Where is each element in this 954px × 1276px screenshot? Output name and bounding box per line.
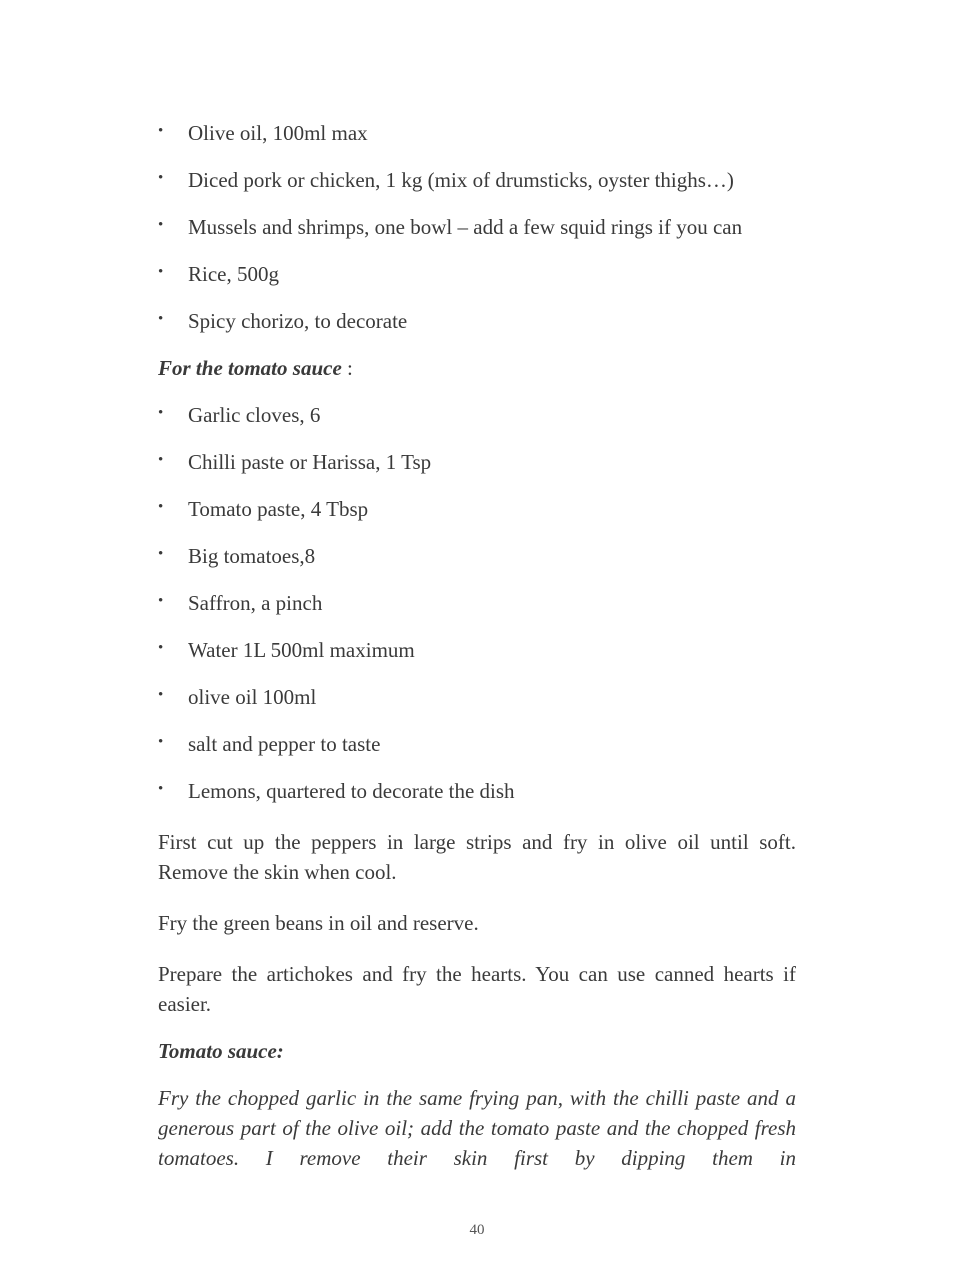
tomato-sauce-heading — [158, 1036, 796, 1066]
sauce-heading-label: For the tomato sauce — [158, 356, 342, 380]
list-item: • Big tomatoes,8 — [158, 541, 796, 571]
sauce-ingredients-heading — [158, 353, 796, 383]
instruction-paragraph: First cut up the peppers in large strips and fry in olive oil until soft. Remove the skin when cool. — [158, 830, 796, 884]
sauce-heading-suffix: : — [341, 356, 353, 380]
list-item: • Lemons, quartered to decorate the dish — [158, 776, 796, 806]
list-item: • olive oil 100ml — [158, 682, 796, 712]
page-content — [158, 118, 796, 1173]
list-item: • Spicy chorizo, to decorate — [158, 306, 796, 336]
list-item: • Water 1L 500ml maximum — [158, 635, 796, 665]
list-item: • Saffron, a pinch — [158, 588, 796, 618]
instruction-paragraph: Fry the green beans in oil and reserve. — [158, 911, 479, 935]
page-number: 40 — [469, 1222, 485, 1238]
list-item: • salt and pepper to taste — [158, 729, 796, 759]
instruction-paragraph: Prepare the artichokes and fry the hearts. You can use canned hearts if easier. — [158, 962, 796, 1016]
list-item: • Mussels and shrimps, one bowl – add a few squid rings if you can — [158, 212, 796, 242]
ingredient-list-main — [158, 118, 796, 336]
ingredient-list-sauce — [158, 400, 796, 806]
list-item: • Olive oil, 100ml max — [158, 118, 796, 148]
list-item: • Garlic cloves, 6 — [158, 400, 796, 430]
list-item: • Chilli paste or Harissa, 1 Tsp — [158, 447, 796, 477]
list-item: • Diced pork or chicken, 1 kg (mix of drumsticks, oyster thighs…) — [158, 165, 796, 195]
list-item: • Rice, 500g — [158, 259, 796, 289]
list-item: • Tomato paste, 4 Tbsp — [158, 494, 796, 524]
tomato-sauce-heading-label: Tomato sauce: — [158, 1039, 284, 1063]
tomato-sauce-instructions: Fry the chopped garlic in the same frying pan, with the chilli paste and a generous part of the olive oil; add the tomato paste and the chopped fresh tomatoes. I remove their skin first by dipping them in — [158, 1086, 796, 1170]
